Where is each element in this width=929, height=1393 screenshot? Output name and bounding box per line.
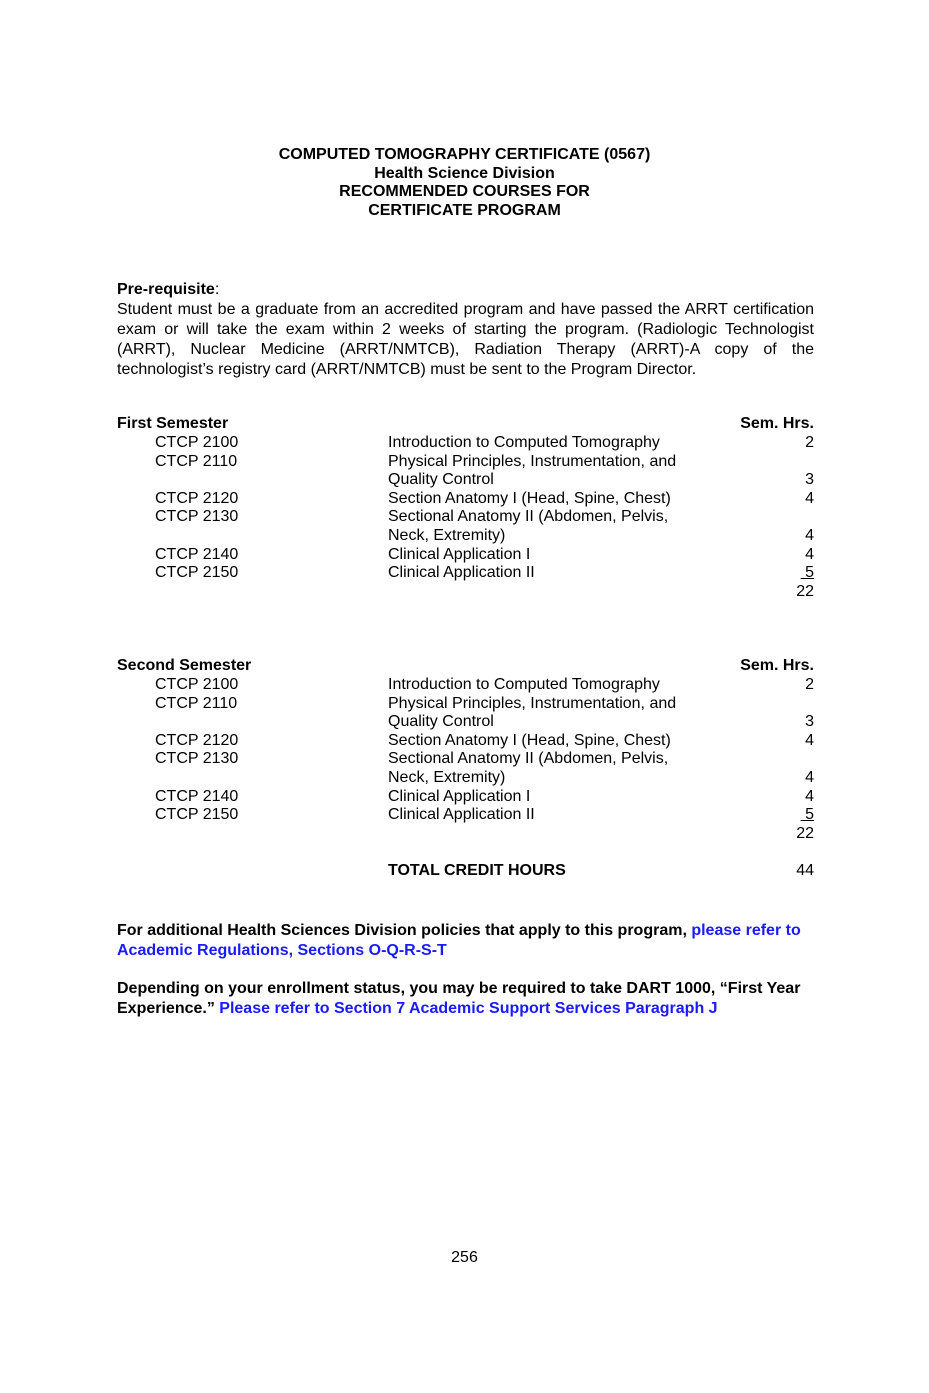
course-title: [388, 788, 718, 807]
course-row: [117, 750, 814, 787]
course-title-line: Physical Principles, Instrumentation, and: [388, 694, 677, 712]
course-row: [117, 695, 814, 732]
course-title-line: Introduction to Computed Tomography: [388, 434, 660, 451]
title-line-division: Health Science Division: [374, 164, 555, 182]
course-title: [388, 508, 718, 545]
course-code: CTCP 2150: [155, 564, 239, 582]
course-title-line: Introduction to Computed Tomography: [388, 676, 660, 693]
document-title: [0, 146, 929, 220]
course-hours: 4: [805, 545, 814, 563]
enrollment-note-text: Depending on your enrollment status, you may be required to take DART 1000, “First Year Experience.”: [117, 980, 801, 1017]
course-row: [117, 434, 814, 453]
course-title: [388, 676, 718, 695]
course-title: [388, 564, 718, 583]
course-hours: 3: [805, 471, 814, 489]
total-credit-value: 44: [796, 862, 814, 879]
course-row: [117, 490, 814, 509]
course-code: CTCP 2100: [155, 676, 239, 693]
first-semester-table: [117, 415, 814, 602]
course-title-line: Sectional Anatomy II (Abdomen, Pelvis,: [388, 508, 669, 526]
semester-header: [117, 415, 814, 434]
total-credit-row: [117, 861, 814, 881]
prerequisite-text: Student must be a graduate from an accredited program and have passed the ARRT certification exam or will take the exam within 2 weeks of starting the program. (Radiologic Technologist (ARRT), Nuclear Medicine (ARRT/NMTCB), Radiation Therapy (ARRT)-A copy of the technologist’s registry card (ARRT/NMTCB) must be sent to the Program Director.: [117, 301, 814, 378]
course-title-line: Clinical Application II: [388, 564, 535, 582]
course-title: [388, 546, 718, 565]
course-row: [117, 546, 814, 565]
course-hours: 4: [805, 526, 814, 544]
course-title: [388, 453, 718, 490]
prerequisite-colon: :: [214, 281, 220, 298]
course-title-line: Clinical Application I: [388, 787, 531, 805]
page-number: 256: [451, 1249, 478, 1266]
course-hours: 5: [800, 564, 814, 582]
semester-total-hours: 22: [796, 582, 814, 600]
semester-header: [117, 657, 814, 676]
course-code: CTCP 2110: [155, 452, 238, 470]
course-title-line: Physical Principles, Instrumentation, and: [388, 452, 677, 470]
course-hours: 5: [800, 806, 814, 824]
semester-title: Second Semester: [117, 657, 252, 674]
course-title: [388, 806, 718, 825]
course-title-line: Section Anatomy I (Head, Spine, Chest): [388, 489, 671, 507]
course-title: [388, 695, 718, 732]
policy-note-text: For additional Health Sciences Division policies that apply to this program,: [117, 922, 692, 939]
second-semester-table: [117, 657, 814, 844]
course-title-line: Quality Control: [388, 713, 494, 731]
course-title-line: Clinical Application I: [388, 545, 531, 563]
course-code: CTCP 2140: [155, 787, 239, 805]
course-row: [117, 564, 814, 583]
course-hours: 2: [805, 434, 814, 451]
title-line-certificate: CERTIFICATE PROGRAM: [368, 201, 561, 219]
course-row: [117, 732, 814, 751]
title-line-program: COMPUTED TOMOGRAPHY CERTIFICATE (0567): [278, 146, 651, 163]
semester-hours-label: Sem. Hrs.: [740, 415, 814, 432]
course-row: [117, 788, 814, 807]
course-hours: 4: [805, 731, 814, 749]
enrollment-link[interactable]: Please refer to Section 7 Academic Support Services Paragraph J: [219, 1000, 718, 1017]
course-title-line: Neck, Extremity): [388, 526, 506, 544]
course-title-line: Quality Control: [388, 471, 494, 489]
course-title-line: Sectional Anatomy II (Abdomen, Pelvis,: [388, 750, 669, 768]
course-title: [388, 490, 718, 509]
course-hours: 4: [805, 768, 814, 786]
course-title-line: Neck, Extremity): [388, 768, 506, 786]
course-code: CTCP 2110: [155, 694, 238, 712]
course-hours: 4: [805, 787, 814, 805]
course-row: [117, 453, 814, 490]
prerequisite-section: [117, 280, 814, 380]
semester-total-hours: 22: [796, 824, 814, 842]
total-credit-label: TOTAL CREDIT HOURS: [388, 862, 566, 879]
course-title-line: Clinical Application II: [388, 806, 535, 824]
course-row: [117, 806, 814, 825]
course-title: [388, 434, 718, 453]
prerequisite-label: Pre-requisite: [117, 281, 215, 298]
course-row: [117, 676, 814, 695]
course-code: CTCP 2140: [155, 545, 239, 563]
policy-link[interactable]: please refer to Academic Regulations, Sections O-Q-R-S-T: [117, 922, 801, 959]
title-line-recommended: RECOMMENDED COURSES FOR: [339, 183, 590, 200]
course-code: CTCP 2120: [155, 489, 239, 507]
course-title: [388, 750, 718, 787]
course-title: [388, 732, 718, 751]
course-hours: 3: [805, 713, 814, 731]
course-code: CTCP 2150: [155, 806, 239, 824]
course-code: CTCP 2100: [155, 434, 239, 451]
course-code: CTCP 2130: [155, 750, 239, 768]
course-hours: 2: [805, 676, 814, 693]
semester-title: First Semester: [117, 415, 229, 432]
course-hours: 4: [805, 489, 814, 507]
course-title-line: Section Anatomy I (Head, Spine, Chest): [388, 731, 671, 749]
course-code: CTCP 2130: [155, 508, 239, 526]
enrollment-note: [117, 979, 814, 1019]
course-code: CTCP 2120: [155, 731, 239, 749]
semester-hours-label: Sem. Hrs.: [740, 657, 814, 674]
course-row: [117, 508, 814, 545]
policy-note: [117, 921, 814, 961]
